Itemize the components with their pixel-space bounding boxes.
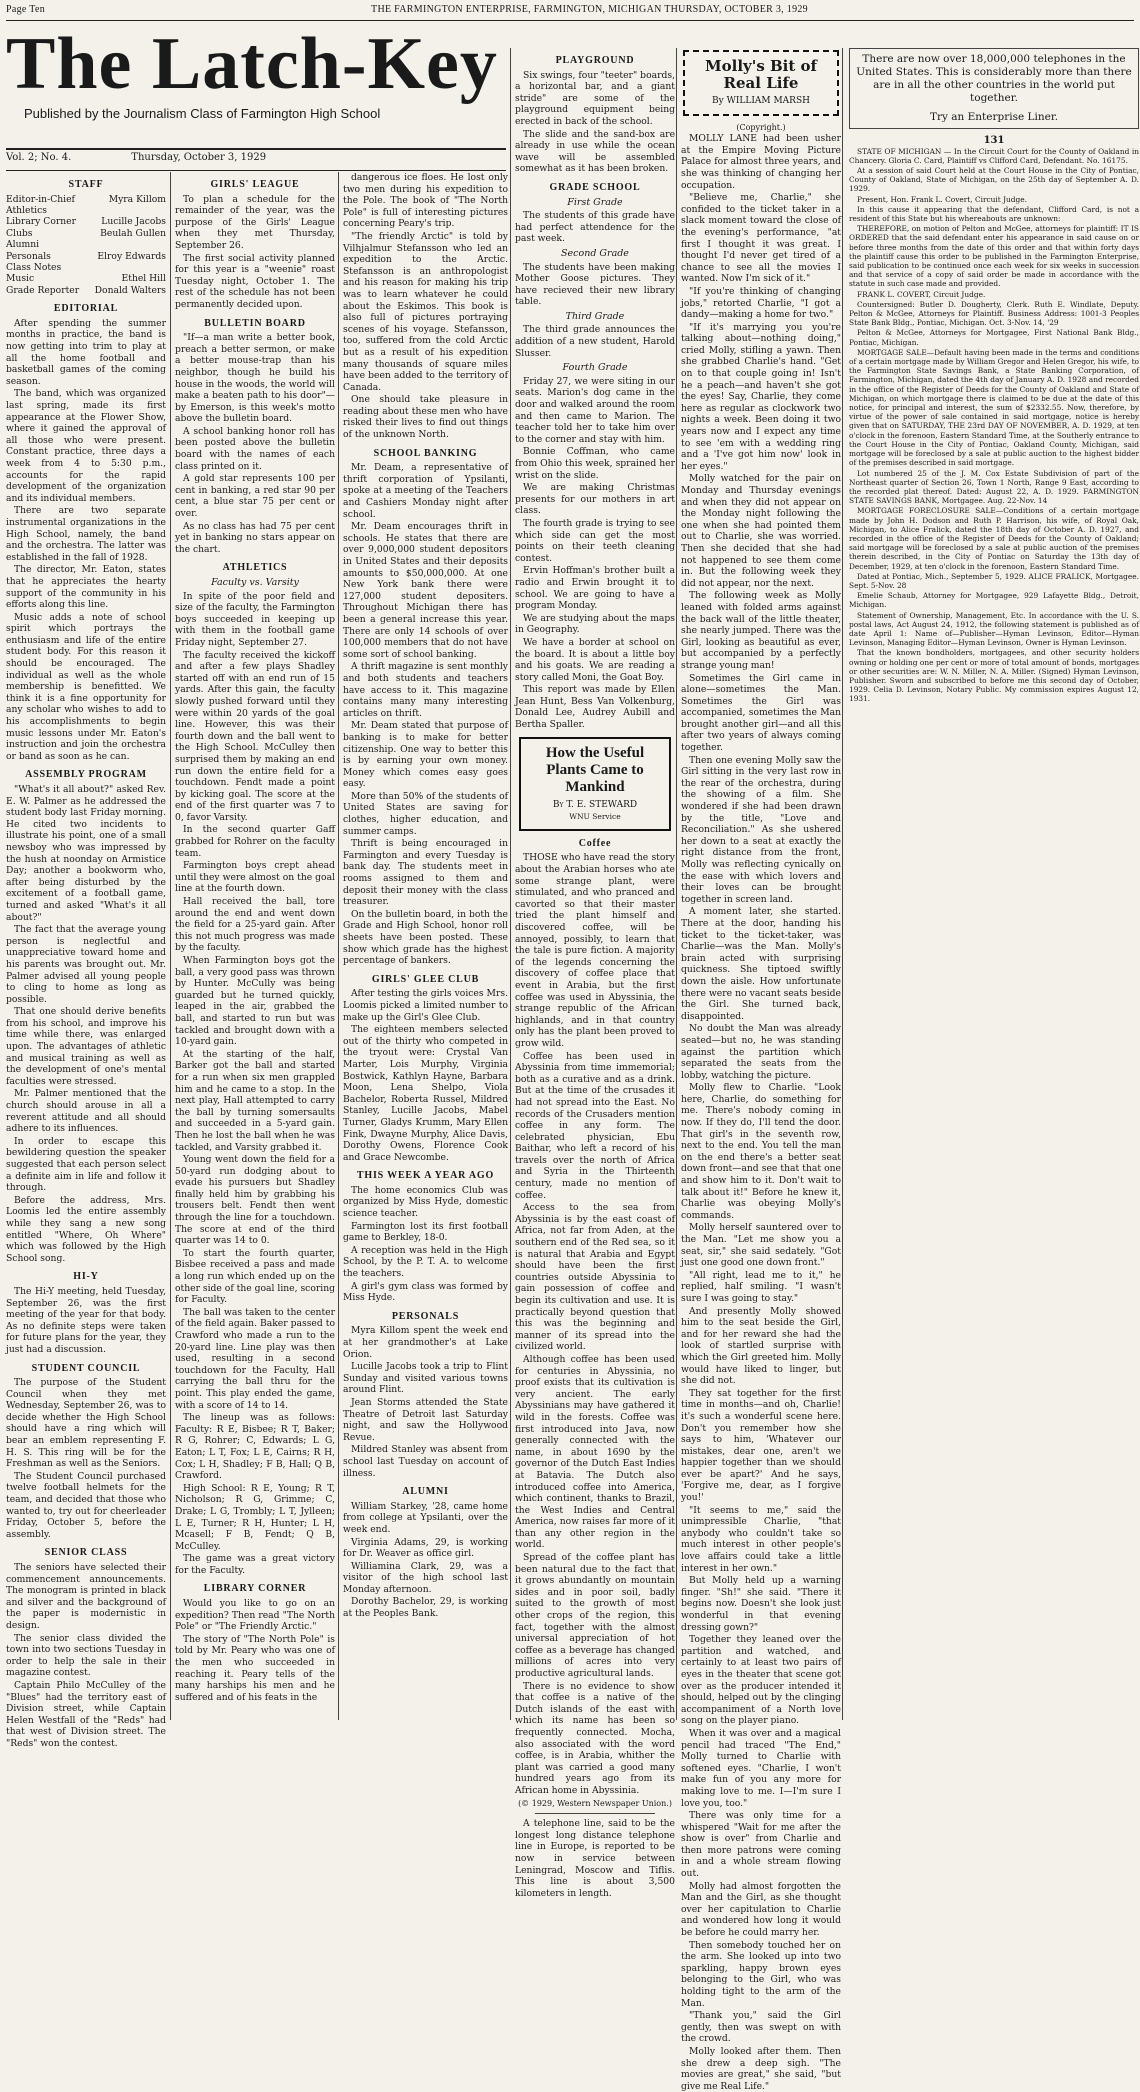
staff-member: Donald Walters <box>94 284 166 296</box>
column-1 <box>6 172 166 1749</box>
paragraph: MOLLY LANE had been usher at the Empire Moving Picture Palace for almost three years, and she was thinking of changing her occupation. <box>681 133 841 191</box>
paragraph: Jean Storms attended the State Theatre of Detroit last Saturday night, and saw the Hollywood Revue. <box>343 1396 508 1443</box>
paragraph: "Believe me, Charlie," she confided to the ticket taker in a slack moment toward the close of the evening's performance, "at first I thought it was great. I thought I'd never get tired of a chance to see all the movies I wanted. Now I'm sick of it." <box>681 192 841 285</box>
athletics-subheading: Faculty vs. Varsity <box>211 577 299 588</box>
banking-body <box>343 462 508 967</box>
paragraph: The fact that the average young person is neglectful and unappreciative toward home and his parents was brought out. Mr. Palmer advised all young people to cling to home as long as possible. <box>6 924 166 1005</box>
third-grade-body <box>515 324 675 359</box>
paragraph: Hall received the ball, tore around the end and went down the field for a 25-yard gain. After this not much progress was made by the faculty. <box>175 896 335 954</box>
paragraph: Molly looked after them. Then she drew a deep sigh. "The movies are great," she said, "but give me Real Life." <box>681 2045 841 2092</box>
molly-title: Molly's Bit of Real Life <box>705 57 817 92</box>
paragraph: When it was over and a magical pencil had traced "The End," Molly turned to Charlie with softened eyes. "Charlie, I won't make fun of you any more for making love to me. I—I'm sure I love you, too." <box>681 1727 841 1809</box>
coffee-copyright: (© 1929, Western Newspaper Union.) <box>518 1798 672 1808</box>
molly-copyright: (Copyright.) <box>736 122 786 132</box>
paragraph: Dated at Pontiac, Mich., September 5, 1929. ALICE FRALICK, Mortgagee. Sept. 5-Nov. 28 <box>849 571 1139 590</box>
paragraph: The first social activity planned for this year is a "weenie" roast Tuesday night, October 1. The rest of the schedule has not been permanently decided upon. <box>175 252 335 310</box>
girls-league-heading: GIRLS' LEAGUE <box>210 179 300 190</box>
staff-row <box>6 251 166 262</box>
staff-row <box>6 285 166 296</box>
paragraph: In this cause it appearing that the defendant, Clifford Card, is not a resident of this State but his whereabouts are unknown: <box>849 204 1139 224</box>
banking-heading: SCHOOL BANKING <box>373 447 478 459</box>
coffee-heading: Coffee <box>578 837 612 849</box>
telephone-ad-text: There are now over 18,000,000 telephones in the United States. This is considerably more than there are in all the other countries in the world put together. <box>856 53 1132 104</box>
library-heading: LIBRARY CORNER <box>203 1583 307 1595</box>
staff-heading: STAFF <box>68 179 104 190</box>
masthead <box>6 24 506 144</box>
paragraph: When Farmington boys got the ball, a very good pass was thrown by Hunter. McCully was being guarded but he turned quickly, leaped in the air, grabbed the ball, and started to run but was tackled and brought down with a 10-yard gain. <box>175 955 335 1048</box>
paragraph: Mr. Deam stated that purpose of banking is to make for better citizenship. One way to better this is by earning your own money. Money which comes easy goes easy. <box>343 720 508 790</box>
hiy-heading: HI-Y <box>73 1271 99 1283</box>
paragraph: Together they leaned over the partition and watched, and certainly to at least two pairs of eyes in the theater that scene got over as the producer intended it should, helped out by the clinging accompaniment of a North love song on the player piano. <box>681 1634 841 1727</box>
paragraph: "It seems to me," said the unimpressible Charlie, "that anybody who couldn't take so much interest in other people's love affairs could take a little interest in her own." <box>681 1504 841 1574</box>
column-4 <box>510 48 675 1899</box>
paragraph: The purpose of the Student Council when they met Wednesday, September 26, was to decide whether the High School should have a ring which will bear an emblem representing F. H. S. This ring will be for the Freshman as well as the Seniors. <box>6 1377 166 1470</box>
divider <box>535 1813 655 1814</box>
senior-heading: SENIOR CLASS <box>44 1547 128 1559</box>
paragraph: In spite of the poor field and size of the faculty, the Farmington boys succeeded in keeping up with them in the football game Friday night, September 27. <box>175 590 335 648</box>
paragraph: Ervin Hoffman's brother built a radio and Erwin brought it to school. We are going to have a program Monday. <box>515 565 675 612</box>
paragraph: The students have been making Mother Goose pictures. They have recieved their new library table. <box>515 261 675 308</box>
paragraph: A gold star represents 100 per cent in banking, a red star 90 per cent, a blue star 75 per cent or over. <box>175 473 335 520</box>
staff-member: Myra Killom <box>108 193 166 205</box>
fourth-grade-heading: Fourth Grade <box>562 362 628 374</box>
paper-dateline: THE FARMINGTON ENTERPRISE, FARMINGTON, MICHIGAN THURSDAY, OCTOBER 3, 1929 <box>371 4 808 15</box>
paragraph: THOSE who have read the story about the Arabian horses who ate some strange plant, were stimulated, and who pranced and cavorted so that their master tried the plant himself and discovered coffee, will be annoyed, possibly, to learn that the tale is pure fiction. A majority of the legends concerning the discovery of coffee place that event in Arabia, but the first coffee was used in Abyssinia, the strange republic of the African highlands, and in that country only has the plant been proved to grow wild. <box>515 852 675 1049</box>
paragraph: A girl's gym class was formed by Miss Hyde. <box>343 1280 508 1304</box>
paragraph: No doubt the Man was already seated—but no, he was standing against the partition which separated the seats from the lobby, watching the picture. <box>681 1023 841 1081</box>
playground-heading: PLAYGROUND <box>555 55 635 66</box>
assembly-heading: ASSEMBLY PROGRAM <box>25 769 147 781</box>
paragraph: "If—a man write a better book, preach a better sermon, or make a better mouse-trap than his neighbor, though he build his house in the woods, the world will make a beaten path to his door"—by Emerson, is this week's motto above the bulletin board. <box>175 332 335 425</box>
paragraph: Friday 27, we were siting in our seats. Marion's dog came in the door and walked around the room and then came to Marion. The teacher told her to take him over to the corner and stay with him. <box>515 375 675 445</box>
staff-member: Ethel Hill <box>121 273 166 285</box>
legal-notices <box>849 147 1139 704</box>
paragraph: dangerous ice floes. He lost only two men during his expedition to the Pole. The book of "The North Pole" is full of interesting pictures concerning Peary's trip. <box>343 172 508 230</box>
paragraph: One should take pleasure in reading about these men who have risked their lives to find out things of the unknown North. <box>343 394 508 441</box>
paragraph: The students of this grade have had perfect attendence for the past week. <box>515 210 675 245</box>
masthead-title: The Latch-Key <box>6 23 498 105</box>
wnu-service: WNU Service <box>569 812 621 822</box>
first-grade-heading: First Grade <box>567 196 623 208</box>
senior-body <box>6 1562 166 1750</box>
paragraph: The home economics Club was organized by Miss Hyde, domestic science teacher. <box>343 1184 508 1220</box>
paragraph: "The friendly Arctic" is told by Vilhjalmur Stefansson who led an expedition to the Arctic. Stefansson is an anthropologist and his reason for making his trip was to learn whatever he could about the Eskimos. This book is also full of pictures portraying scenes of his voyage. Stefansson, too, suffered from the cold Arctic but as a result of his expedition many thousands of square miles have been added to the territory of Canada. <box>343 230 508 393</box>
paragraph: To plan a schedule for the remainder of the year, was the purpose of the Girls' League when they met Thursday, September 26. <box>175 193 335 251</box>
paragraph: THEREFORE, on motion of Pelton and McGee, attorneys for plaintiff: IT IS ORDERED that the said defendant enter his appearance in said cause on or before three months from the date of this order and that within forty days the plaintiff cause this order to be published in the Farmington Enterprise, said publication to be continued once each week for six weeks in succession and that service of a copy of said order be made in accordance with the statute in such case made and provided. <box>849 224 1139 289</box>
alumni-heading: ALUMNI <box>402 1486 449 1498</box>
bulletin-body <box>175 332 335 555</box>
bulletin-heading: BULLETIN BOARD <box>204 317 306 329</box>
paragraph: A school banking honor roll has been posted above the bulletin board with the names of each class printed on it. <box>175 425 335 472</box>
useful-plants-box <box>519 737 671 831</box>
paragraph: Farmington boys crept ahead until they were almost on the goal line at the fourth down. <box>175 860 335 895</box>
paragraph: The director, Mr. Eaton, states that he appreciates the hearty support of the community in his efforts along this line. <box>6 564 166 611</box>
paragraph: High School: R E, Young; R T, Nicholson; R G, Grimme; C, Drake; L G, Trombly; L T, Jylleen; L E, Turner; R H, Hunter; L H, Mcasell; F B, Fendt; Q B, McCulley. <box>175 1482 335 1552</box>
paragraph: William Starkey, '28, came home from college at Ypsilanti, over the week end. <box>343 1500 508 1535</box>
paragraph: We are studying about the maps in Geography. <box>515 612 675 636</box>
paragraph: A telephone line, said to be the longest long distance telephone line in Europe, is reported to be now in service between Leningrad, Moscow and Tiflis. This line is about 3,500 kilometers in length. <box>515 1818 675 1899</box>
paragraph: "What's it all about?" asked Rev. E. W. Palmer as he addressed the student body last Friday morning. He cited two incidents to illustrate his point, one of a small newsboy who was impressed by the hush at noonday on Armistice Day; another a bookworm who, after being disturbed by the excitement of a football game, turned and asked "What's it all about?" <box>6 784 166 923</box>
assembly-body <box>6 784 166 1264</box>
staff-row <box>6 228 166 239</box>
paragraph: Although coffee has been used for centuries in Abyssinia, no proof exists that its cultivation is very ancient. The early Abyssinians may have gathered it wild in the forests. Coffee was first introduced into Java, now generally connected with the name, in about 1690 by the governor of the Dutch East Indies at Batavia. The Dutch also introduced coffee into America, which continent, thanks to Brazil, the West Indies and Central America, now raises far more of it than any other region in the world. <box>515 1353 675 1551</box>
personals-heading: PERSONALS <box>391 1310 460 1322</box>
coffee-body <box>515 852 675 1796</box>
paragraph: STATE OF MICHIGAN — In the Circuit Court for the County of Oakland in Chancery. Gloria C. Card, Plaintiff vs Clifford Card, Defendant. No. 16175. <box>849 146 1139 165</box>
paragraph: "If it's marrying you you're talking about—nothing doing," cried Molly, stifling a yawn. Then she grabbed Charlie's hand. "Get on to that couple going in! Isn't he a peach—and haven't she got the eyes! Say, Charlie, they come here as regular as clockwork two nights a week. Been doing it two years now and I expect any time to see 'em with a wedding ring and a 'I've got him now' look in her eyes." <box>681 321 841 472</box>
issue-date: Thursday, October 3, 1929 <box>131 152 267 163</box>
council-heading: STUDENT COUNCIL <box>31 1362 141 1374</box>
molly-title-box <box>683 50 839 116</box>
paragraph: Before the address, Mrs. Loomis led the entire assembly while they sang a new song entitled "Where, Oh Where" which was followed by the High School song. <box>6 1194 166 1264</box>
paragraph: Williamina Clark, 29, was a visitor of the high school last Monday afternoon. <box>343 1560 508 1595</box>
paragraph: The game was a great victory for the Faculty. <box>175 1553 335 1576</box>
paragraph: And presently Molly showed him to the seat beside the Girl, and for her reward she had the look of startled surprise with which the Girl greeted him. Molly would have liked to linger, but she did not. <box>681 1305 841 1387</box>
paragraph: More than 50% of the students of United States are saving for clothes, higher education, and summer camps. <box>343 790 508 837</box>
paragraph: The story of "The North Pole" is told by Mr. Peary who was one of the men who succeeded in reaching it. Peary tells of the many harships his men and he suffered and of his feats in the <box>175 1633 335 1703</box>
paragraph: Molly flew to Charlie. "Look here, Charlie, do something for me. There's nobody coming in now. If they do, I'll tend the door. That girl's in the seventh row, next to the end. You tell the man on the end there's a better seat down front—and see that that one and show him to it. Don't wait to talk about it!" Before he knew it, Charlie was obeying Molly's commands. <box>681 1082 841 1221</box>
paragraph: "If you're thinking of changing jobs," retorted Charlie, "I got a dandy—making a home for two." <box>681 285 841 321</box>
first-grade-body <box>515 210 675 245</box>
paragraph: Captain Philo McCulley of the "Blues" had the territory east of Division street, while Captain Helen Westfall of the "Reds" had that west of Division street. The "Reds" won the contest. <box>6 1679 166 1749</box>
paragraph: A thrift magazine is sent monthly and both students and teachers have access to it. This magazine contains many many interesting articles on thrift. <box>343 661 508 719</box>
athletics-body <box>175 591 335 1577</box>
useful-plants-title: How the Useful Plants Came to Mankind <box>545 744 645 795</box>
paragraph: Molly watched for the pair on Monday and Thursday evenings and when they did not appear on the Monday night following the one when she had pointed them out to Charlie, she was worried. Then she decided that she had not happened to see them come in. But the following week they did not appear, nor the next. <box>681 473 841 589</box>
paragraph: Countersigned: Butler D. Dougherty, Clerk. Ruth E. Windlate, Deputy. Pelton & McGee, Attorneys for Plaintiff. Business Address: 1001-3 Peoples State Bank Bldg., Pontiac, Michigan. Oct. 3-Nov. 14, '29 <box>849 299 1139 328</box>
third-grade-heading: Third Grade <box>565 310 625 322</box>
grade-school-heading: GRADE SCHOOL <box>549 181 641 193</box>
paragraph: Lot numbered 25 of the J. M. Cox Estate Subdivision of part of the Northeast quarter of Section 26, Town 1 North, Range 9 East, according to the recorded plat thereof. Dated: August 22, A. D. 1929. FARMINGTON STATE SAVINGS BANK, Mortgagee. Aug. 22-Nov. 14 <box>849 468 1139 506</box>
staff-role: Music <box>6 273 35 285</box>
playground-body <box>515 70 675 175</box>
paragraph: Thrift is being encouraged in Farmington and every Tuesday is bank day. The students meet in rooms assigned to them and deposit their money with the class treasurer. <box>343 838 508 908</box>
paragraph: In the second quarter Gaff grabbed for Rohrer on the faculty team. <box>175 824 335 859</box>
paragraph: Lucille Jacobs took a trip to Flint Sunday and visited various towns around Flint. <box>343 1361 508 1396</box>
paragraph: Molly had almost forgotten the Man and the Girl, as she thought over her capitulation to Charlie and wondered how long it would be before he could marry her. <box>681 1880 841 1939</box>
paragraph: They sat together for the first time in months—and oh, Charlie! it's such a wonderful scene here. Don't you remember how she says to him, 'Whatever our mistakes, dear one, aren't we happier together than we should ever be apart?' And he says, 'Forgive me, dear, as I forgive you!' <box>681 1387 841 1504</box>
paragraph: Virginia Adams, 29, is working for Dr. Weaver as office girl. <box>343 1536 508 1560</box>
paragraph: The ball was taken to the center of the field again. Baker passed to Crawford who made a run to the 20-yard line. Line play was then used, resulting in a second touchdown for the Faculty, Hall carrying the ball thru for the point. This play ended the game, with a score of 14 to 14. <box>175 1306 335 1411</box>
staff-role: Library Corner <box>6 216 76 228</box>
hiy-body <box>6 1286 166 1356</box>
paragraph: Spread of the coffee plant has been natural due to the fact that it grows abundantly on mountain sides and in poor soil, badly suited to the growth of most other crops of the region, this fact, together with the almost universal appreciation of hot coffee as a beverage has changed millions of acres into very productive agricultural lands. <box>515 1552 675 1679</box>
paragraph: As no class has had 75 per cent yet in banking no stars appear on the chart. <box>175 520 335 555</box>
staff-row <box>6 205 166 216</box>
paragraph: The seniors have selected their commencement announcements. The monogram is printed in black and silver and the background of the paper is modernistic in design. <box>6 1562 166 1631</box>
paragraph: The eighteen members selected out of the thirty who competed in the tryout were: Crystal Van Marter, Lois Murphy, Virginia Bostwick, Kathlyn Hayne, Barbara Moon, Lena Shelpo, Viola Bachelor, Roberta Russel, Mildred Stanley, Lucille Jacobs, Mabel Turner, Gladys Krumm, Mary Ellen Fink, Dwayne Murphy, Alice Davis, Dorothy Owens, Florence Cook and Grace Newcombe. <box>343 1024 508 1163</box>
staff-role: Clubs <box>6 227 33 239</box>
paragraph: This report was made by Ellen Jean Hunt, Bess Van Volkenburg, Donald Lee, Audrey Aubill and Bertha Spaller. <box>515 684 675 731</box>
paragraph: After testing the girls voices Mrs. Loomis picked a limited number to make up the Girl's Glee Club. <box>343 988 508 1023</box>
paragraph: Mr. Palmer mentioned that the church should arouse in all a reverent attitude and all should adhere to its influences. <box>6 1088 166 1135</box>
yearago-body <box>343 1185 508 1304</box>
paragraph: The third grade announces the addition of a new student, Harold Slusser. <box>515 324 675 359</box>
glee-body <box>343 988 508 1163</box>
staff-role: Personals <box>6 250 51 262</box>
column-5 <box>676 48 841 2092</box>
paragraph: Dorothy Bachelor, 29, is working at the Peoples Bank. <box>343 1596 508 1620</box>
paragraph: But Molly held up a warning finger. "Sh!" she said. "There it begins now. Doesn't she look just wonderful in that evening dressing gown?" <box>681 1575 841 1633</box>
staff-role: Grade Reporter <box>6 284 80 296</box>
paragraph: Molly herself sauntered over to the Man. "Let me show you a seat, sir," she said sedately. "Got just one good one down front." <box>681 1222 841 1269</box>
paragraph: The fourth grade is trying to see which side can get the most points on their teeth cleaning contest. <box>515 517 675 564</box>
paragraph: Young went down the field for a 50-yard run dodging about to evade his pursuers but Shadley finally held him by grabbing his trousers belt. Fendt then went through the line for a touchdown. The score at end of the third quarter was 14 to 0. <box>175 1154 335 1247</box>
paragraph: A reception was held in the High School, by the P. T. A. to welcome the teachers. <box>343 1244 508 1280</box>
second-grade-body <box>515 262 675 308</box>
paragraph: The senior class divided the town into two sections Tuesday in order to help the sale in their magazine contest. <box>6 1632 166 1679</box>
paragraph: At the starting of the half, Barker got the ball and started for a run when six men grappled him and he came to a stop. In the next play, Hall attempted to carry the ball by turning somersaults and succeeded in a 5-yard gain. Then he lost the ball when he was tackled, and Varsity grabbed it. <box>175 1048 335 1153</box>
paragraph: Sometimes the Girl came in alone—sometimes the Man. Sometimes the Girl was accompanied, sometimes the Man brought another girl—and all this after two years of always coming together. <box>681 672 841 754</box>
paragraph: The band, which was organized last spring, made its first appearance at the Flower Show, where it gained the approval of all those who were present. Constant practice, three days a week from 4 to 5:30 p.m., accounts for the rapid development of the organization and its individual members. <box>6 388 166 504</box>
staff-role: Editor-in-Chief <box>6 193 75 205</box>
staff-role: Athletics <box>6 205 47 216</box>
paragraph: Statement of Ownership, Management, Etc. In accordance with the U. S. postal laws, Act August 24, 1912, the following statement is published as of date April 1: Name of—Publisher—Hyman Levinson, Editor—Hyman Levinson, Managing Editor—Hyman Levinson, Owner is Hyman Levinson. <box>849 610 1139 648</box>
useful-plants-byline: By T. E. STEWARD <box>552 799 638 810</box>
paragraph: The lineup was as follows: Faculty: R E, Bisbee; R T, Baker; R G, Rohrer; C, Edwards; L G, Eaton; L T, Fox; L E, Cairns; R H, Cox; L H, Shadley; F B, Hall; Q B, Crawford. <box>175 1412 335 1482</box>
molly-story-body <box>681 133 841 2092</box>
enterprise-liner-ad: Try an Enterprise Liner. <box>929 111 1059 123</box>
paragraph: That one should derive benefits from his school, and improve his time while there, was enlarged upon. The advantages of athletic and musical training as well as the development of one's mental faculties were stressed. <box>6 1006 166 1087</box>
paragraph: FRANK L. COVERT, Circuit Judge. <box>857 289 986 299</box>
girls-league-body <box>175 194 335 311</box>
staff-row <box>6 262 166 273</box>
masthead-subtitle: Published by the Journalism Class of Farmington High School <box>24 106 381 121</box>
paragraph: Music adds a note of school spirit which portrays the enthusiasm and life of the entire student body. For this reason it should be encouraged. The individual as well as the whole membership is benefitted. We think it is a fine opportunity for any scholar who wishes to add to his accomplishments to begin music lessons under Mr. Eaton's instruction and join the orchestra or band as soon as he can. <box>6 611 166 762</box>
page-number: Page Ten <box>6 4 46 15</box>
paragraph: Emelie Schaub, Attorney for Mortgagee, 929 Lafayette Bldg., Detroit, Michigan. <box>849 591 1139 610</box>
paragraph: MORTGAGE FORECLOSURE SALE—Conditions of a certain mortgage made by John H. Dodson and Ruth P. Harrison, his wife, of Royal Oak, Michigan, to Alice Fralick, dated the 18th day of October A. D. 1927, and recorded in the office of the Register of Deeds for the County of Oakland; said mortgage will be foreclosed by a sale at public auction of the premises therein described, in the City of Pontiac on Saturday the 13th day of December, 1929, at ten o'clock in the forenoon, Eastern Standard Time. <box>849 506 1139 571</box>
paragraph: Then one evening Molly saw the Girl sitting in the very last row in the rear of the orchestra, during the showing of a film. She wondered if she had been drawn by the title, "Love and Reconciliation." As she ushered her down to a seat at exactly the right distance from the front, Molly was reflecting cynically on the ease with which lovers and their loves can be brought together in screen land. <box>681 754 841 905</box>
paragraph: A moment later, she started. There at the door, handing his ticket to the ticket-taker, was Charlie—was the Man. Molly's brain acted with surprising quickness. She tiptoed swiftly down the aisle. How unfortunate there were no vacant seats beside the Girl. She turned back, disappointed. <box>681 906 841 1022</box>
editorial-heading: EDITORIAL <box>53 303 119 315</box>
staff-row <box>6 216 166 227</box>
editorial-body <box>6 318 166 763</box>
paragraph: There is no evidence to show that coffee is a native of the Dutch islands of the east with which its name has been so frequently connected. Mocha, also associated with the word coffee, is in Arabia, whither the plant was carried a good many hundred years ago from its African home in Abyssinia. <box>515 1680 675 1796</box>
paragraph: On the bulletin board, in both the Grade and High School, honor roll sheets have been posted. These show which grade has the highest percentage of bankers. <box>343 908 508 967</box>
paragraph: The slide and the sand-box are already in use while the ocean wave will be assembled somewhat as it has been broken. <box>515 128 675 175</box>
paragraph: Present, Hon. Frank L. Covert, Circuit Judge. <box>857 194 1027 204</box>
paragraph: "All right, lead me to it," he replied, half smiling. "I wasn't sure I was going to stay." <box>681 1269 841 1304</box>
paragraph: There was only time for a whispered "Wait for me after the show is over" from Charlie and then more patrons were coming in and a whole stream flowing out. <box>681 1810 841 1880</box>
paragraph: The faculty received the kickoff and after a few plays Shadley started off with an end run of 15 yards. After this gain, the faculty slowly pushed forward until they were within 20 yards of the goal line. However, this was their fourth down and the ball went to the High School. McCulley then surprised them by making an end run down the entire field for a touchdown. Fendt made a point by kicking goal. The score at the end of the first quarter was 7 to 0, favor Varsity. <box>175 649 335 823</box>
paragraph: MORTGAGE SALE—Default having been made in the terms and conditions of a certain mortgage made by William Gregor and Helen Gregor, his wife, to the Farmington State Savings Bank, a State Banking Corporation, of Farmington, Michigan, dated the 4th day of January A. D. 1928 and recorded in the office of the Register of Deeds for the County of Oakland and State of Michigan, on which mortgage there is claimed to be due at the date of this notice, for principal and interest, the sum of $2332.55. Now, therefore, by virtue of the power of sale contained in said mortgage, notice is hereby given that on SATURDAY, THE 23rd DAY OF NOVEMBER, A. D. 1929, at ten o'clock in the forenoon, Eastern Standard Time, at the Southerly entrance to the Court House in the City of Pontiac, Oakland County, Michigan, said mortgage will be foreclosed by a sale at public auction to the highest bidder of the premises described in said mortgage. <box>849 347 1139 468</box>
library-body <box>175 1598 335 1703</box>
paragraph: We have a border at school on the board. It is about a little boy and his goats. We are reading a story called Moni, the Goat Boy. <box>515 636 675 683</box>
personals-body <box>343 1325 508 1479</box>
issue-dateline <box>6 148 506 171</box>
staff-list <box>6 194 166 297</box>
arctic-body <box>343 172 508 441</box>
paragraph: "Thank you," said the Girl gently, then was swept on with the crowd. <box>681 2010 841 2045</box>
paragraph: Mildred Stanley was absent from school last Tuesday on account of illness. <box>343 1444 508 1479</box>
paragraph: After spending the summer months in practice, the band is now getting into trim to play at all the home football and basketball games of the coming season. <box>6 317 166 387</box>
staff-member: Lucille Jacobs <box>101 216 166 228</box>
staff-role: Alumni <box>6 239 40 251</box>
paragraph: Bonnie Coffman, who came from Ohio this week, sprained her wrist on the slide. <box>515 446 675 481</box>
legal-notice-number: 131 <box>983 135 1005 146</box>
paragraph: In order to escape this bewildering question the speaker suggested that each person select a definite aim in life and follow it through. <box>6 1135 166 1194</box>
column-3 <box>338 172 508 1720</box>
paragraph: Access to the sea from Abyssinia is by the east coast of Africa, not far from Aden, at the southern end of the Red sea, so it is natural that Arabia and Egypt should have been the first countries outside Abyssinia to gain possession of coffee and begin its cultivation and use. It is practically beyond question that this was the beginning and manner of its spread into the civilized world. <box>515 1202 675 1353</box>
column-2 <box>170 172 335 1720</box>
paragraph: Then somebody touched her on the arm. She looked up into two sparkling, happy brown eyes belonging to the Girl, who was holding tight to the arm of the Man. <box>681 1939 841 2009</box>
staff-member: Beulah Gullen <box>100 227 166 239</box>
paragraph: Myra Killom spent the week end at her grandmother's at Lake Orion. <box>343 1325 508 1360</box>
paragraph: The following week as Molly leaned with folded arms against the back wall of the little theater, she nearly jumped. There was the Girl, looking as beautiful as ever, but accompanied by a perfectly strange young man! <box>681 590 841 671</box>
telephone-body <box>515 1818 675 1899</box>
paragraph: Mr. Deam encourages thrift in schools. He states that there are over 9,000,000 student depositors in United States and their deposits amounts to $50,000,000. At one New York bank there were 127,000 student depositers. Throughout Michigan there has been a general increase this year. There are only 14 schools of over 100,000 members that do not have some sort of school banking. <box>343 521 508 660</box>
paragraph: Would you like to go on an expedition? Then read "The North Pole" or "The Friendly Arctic." <box>175 1598 335 1633</box>
staff-role: Class Notes <box>6 262 62 274</box>
paragraph: Mr. Deam, a representative of thrift corporation of Ypsilanti, spoke at a meeting of the Teachers and Cashiers Monday night after school. <box>343 462 508 520</box>
paragraph: Pelton & McGee, Attorneys for Mortgagee, First National Bank Bldg., Pontiac, Michigan. <box>849 328 1139 347</box>
athletics-heading: ATHLETICS <box>222 562 288 574</box>
volume-number: Vol. 2; No. 4. <box>6 152 72 163</box>
council-body <box>6 1377 166 1540</box>
telephone-ad-box <box>849 48 1139 129</box>
paragraph: There are two separate instrumental organizations in the High School, namely, the band and the orchestra. The latter was established in the fall of 1928. <box>6 505 166 563</box>
paragraph: The Hi-Y meeting, held Tuesday, September 26, was the first meeting of the year for that body. As no definite steps were taken for future plans for the year, they just had a discussion. <box>6 1285 166 1355</box>
paragraph: Six swings, four "teeter" boards, a horizontal bar, and a giant stride" are some of the playground equipment being erected in back of the school. <box>515 69 675 127</box>
second-grade-heading: Second Grade <box>561 247 629 259</box>
staff-row <box>6 273 166 284</box>
staff-member: Elroy Edwards <box>97 250 166 262</box>
fourth-grade-body <box>515 376 675 731</box>
paragraph: At a session of said Court held at the Court House in the City of Pontiac, County of Oakland, State of Michigan, on the 25th day of September A. D. 1929. <box>849 166 1139 194</box>
paragraph: Coffee has been used in Abyssinia from time immemorial; both as a curative and as a drink. But at the time of the crusades it had not spread into the East. No records of the Crusaders mention coffee in any form. The celebrated physician, Ebu Baithar, who left a record of his travels over the north of Africa and Syria in the Thirteenth century, made no mention of coffee. <box>515 1050 675 1201</box>
yearago-heading: THIS WEEK A YEAR AGO <box>356 1170 495 1182</box>
glee-heading: GIRLS' GLEE CLUB <box>371 973 480 985</box>
paragraph: The Student Council purchased twelve football helmets for the team, and decided that those who wanted to, try out for cheerleader Friday, October 5, before the assembly. <box>6 1470 166 1540</box>
paragraph: That the known bondholders, mortgagees, and other security holders owning or holding one per cent or more of total amount of bonds, mortgages or other securities are: W. N. Miller, N. A. Miller. (Signed) Hyman Levinson, Publisher. Sworn and subscribed to before me this second day of October, 1929. Celia D. Levinson, Notary Public. My commission expires August 12, 1931. <box>849 648 1139 704</box>
staff-row <box>6 194 166 205</box>
paragraph: We are making Christmas presents for our mothers in art class. <box>515 482 675 517</box>
column-6 <box>842 48 1139 1720</box>
staff-row <box>6 239 166 250</box>
paragraph: To start the fourth quarter, Bisbee received a pass and made a long run which ended up on the other side of the goal line, scoring for Faculty. <box>175 1247 335 1306</box>
alumni-body <box>343 1501 508 1620</box>
running-head <box>6 4 1134 21</box>
paragraph: Farmington lost its first football game to Berkley, 18-0. <box>343 1220 508 1244</box>
molly-byline: By WILLIAM MARSH <box>712 96 810 106</box>
